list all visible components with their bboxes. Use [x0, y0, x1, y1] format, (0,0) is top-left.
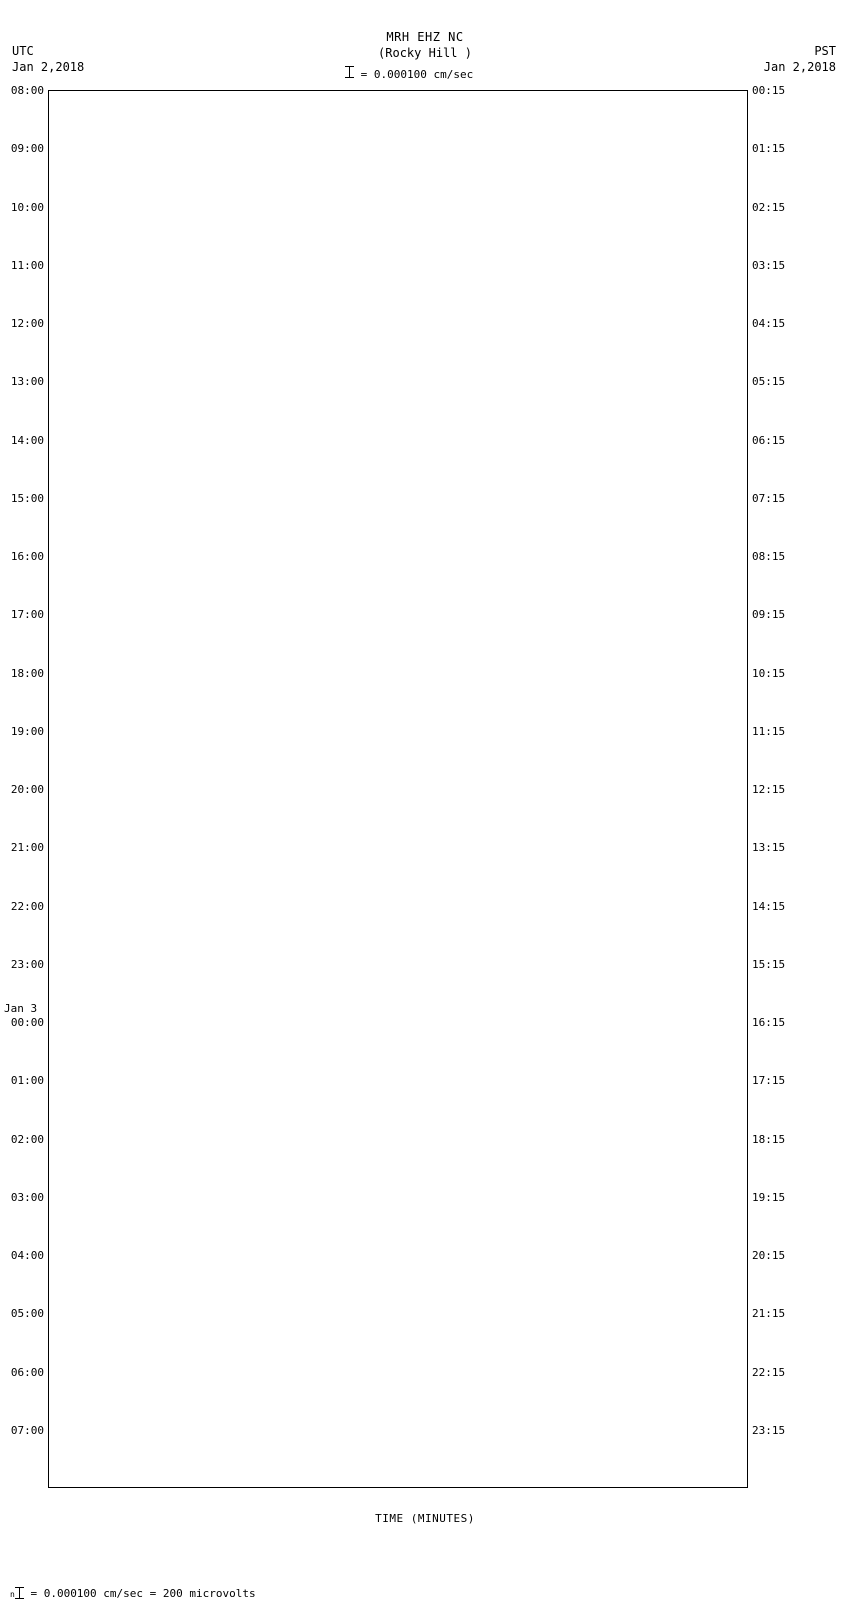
scale-bar-icon — [345, 66, 354, 78]
right-time-label: 04:15 — [752, 317, 786, 330]
right-time-label: 11:15 — [752, 724, 786, 738]
left-time-label: 23:00 — [10, 957, 44, 971]
right-time-label: 18:15 — [752, 1132, 786, 1146]
helicorder-plot — [48, 90, 748, 1488]
right-time-label: 19:15 — [752, 1190, 786, 1204]
left-time-label: 00:00 — [10, 1016, 44, 1029]
left-time-label: 10:00 — [10, 200, 44, 214]
right-time-label: 13:15 — [752, 841, 786, 855]
station-title: MRH EHZ NC — [386, 30, 464, 44]
x-axis-label: TIME (MINUTES) — [375, 1512, 475, 1525]
right-time-label: 00:15 — [752, 84, 786, 97]
left-time-label: 08:00 — [10, 84, 44, 97]
footer-scale-bar-icon — [15, 1587, 24, 1599]
left-time-label: 20:00 — [10, 783, 44, 796]
left-time-label: 21:00 — [10, 841, 44, 855]
footer-scale-note: n = 0.000100 cm/sec = 200 microvolts — [10, 1587, 256, 1600]
left-time-label: 06:00 — [10, 1365, 44, 1379]
left-time-label: 07:00 — [10, 1423, 44, 1437]
left-time-label: 13:00 — [10, 375, 44, 389]
right-time-label: 01:15 — [752, 142, 786, 156]
left-time-label: 05:00 — [10, 1307, 44, 1321]
right-time-label: 17:15 — [752, 1074, 786, 1088]
right-time-label: 16:15 — [752, 1016, 786, 1029]
day-change-label: Jan 3 — [4, 1002, 38, 1015]
right-time-label: 21:15 — [752, 1307, 786, 1321]
seismogram-traces — [49, 91, 747, 1487]
right-timezone-label: PST — [814, 44, 836, 58]
left-time-label: 04:00 — [10, 1249, 44, 1262]
right-time-label: 05:15 — [752, 375, 786, 389]
left-time-label: 16:00 — [10, 550, 44, 563]
x-axis — [0, 1488, 850, 1528]
left-time-label: 02:00 — [10, 1132, 44, 1146]
right-date-label: Jan 2,2018 — [763, 60, 836, 74]
left-time-label: 09:00 — [10, 142, 44, 156]
left-time-label: 18:00 — [10, 666, 44, 680]
right-time-label: 02:15 — [752, 200, 786, 214]
left-time-label: 12:00 — [10, 317, 44, 330]
right-time-label: 09:15 — [752, 608, 786, 622]
right-time-label: 14:15 — [752, 899, 786, 913]
left-time-label: 01:00 — [10, 1074, 44, 1088]
right-time-label: 03:15 — [752, 258, 786, 272]
site-name: (Rocky Hill ) — [378, 46, 472, 60]
left-time-label: 17:00 — [10, 608, 44, 622]
left-date-label: Jan 2,2018 — [12, 60, 85, 74]
right-time-label: 20:15 — [752, 1249, 786, 1262]
left-time-label: 19:00 — [10, 724, 44, 738]
right-time-label: 08:15 — [752, 550, 786, 563]
scale-legend — [345, 66, 473, 81]
left-time-label: 15:00 — [10, 491, 44, 505]
right-time-label: 10:15 — [752, 666, 786, 680]
right-time-label: 23:15 — [752, 1423, 786, 1437]
right-time-label: 12:15 — [752, 783, 786, 796]
footer-scale-text: = 0.000100 cm/sec = 200 microvolts — [30, 1587, 256, 1600]
right-time-label: 07:15 — [752, 491, 786, 505]
left-time-label: 14:00 — [10, 433, 44, 447]
left-time-label: 03:00 — [10, 1190, 44, 1204]
left-time-label: 11:00 — [10, 258, 44, 272]
left-timezone-label: UTC — [12, 44, 34, 58]
right-time-label: 22:15 — [752, 1365, 786, 1379]
right-time-label: 06:15 — [752, 433, 786, 447]
right-time-label: 15:15 — [752, 957, 786, 971]
left-time-label: 22:00 — [10, 899, 44, 913]
scale-legend-text: = 0.000100 cm/sec — [360, 68, 474, 81]
